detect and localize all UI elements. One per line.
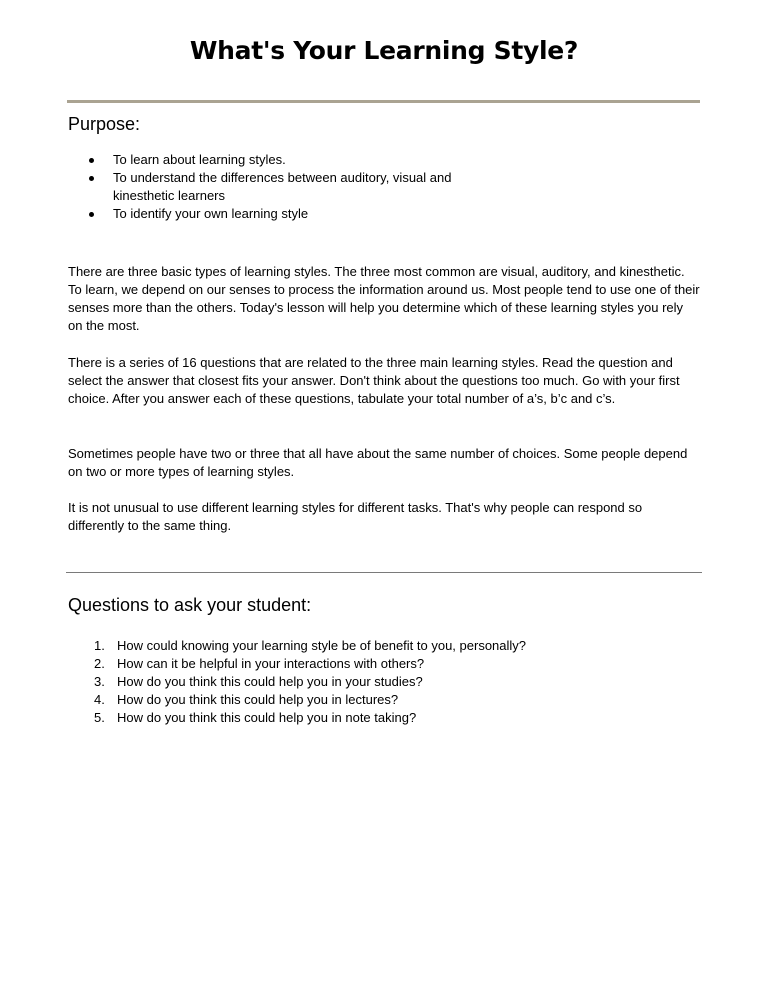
bullet-icon bbox=[89, 212, 94, 217]
list-item-text: To learn about learning styles. bbox=[113, 152, 286, 167]
list-item-number: 2. bbox=[94, 656, 105, 671]
list-item bbox=[0, 709, 768, 727]
page-title: What's Your Learning Style? bbox=[189, 36, 579, 65]
list-item-number: 4. bbox=[94, 692, 105, 707]
list-item-number: 1. bbox=[94, 638, 105, 653]
list-item bbox=[0, 637, 768, 655]
purpose-list bbox=[0, 151, 768, 223]
title-divider bbox=[67, 100, 700, 103]
paragraph: It is not unusual to use different learning styles for different tasks. That's why people can respond so differently to the same thing. bbox=[68, 500, 643, 533]
list-item-text: How can it be helpful in your interactions with others? bbox=[117, 656, 425, 671]
list-item bbox=[0, 655, 768, 673]
list-item bbox=[0, 691, 768, 709]
list-item bbox=[0, 205, 493, 223]
paragraph: There is a series of 16 questions that are related to the three main learning styles. Read the question and select the answer that closest fits your answer. Don't think about the questions too much. Go with your first choice. After you answer each of these questions, tabulate your total number of a’s, b’c and c’s. bbox=[68, 355, 680, 406]
list-item-text: To identify your own learning style bbox=[113, 206, 309, 221]
list-item bbox=[0, 673, 768, 691]
questions-heading: Questions to ask your student: bbox=[68, 595, 312, 615]
paragraph: There are three basic types of learning styles. The three most common are visual, auditory, and kinesthetic. To learn, we depend on our senses to process the information around us. Most people tend to use one of their senses more than the others. Today's lesson will help you determine which of these learning styles you rely on the most. bbox=[68, 264, 700, 333]
list-item-text: To understand the differences between auditory, visual and kinesthetic learners bbox=[113, 170, 452, 203]
questions-list bbox=[0, 637, 768, 727]
list-item-text: How could knowing your learning style be of benefit to you, personally? bbox=[117, 638, 527, 653]
list-item bbox=[0, 169, 493, 205]
purpose-heading: Purpose: bbox=[68, 114, 141, 134]
list-item-number: 3. bbox=[94, 674, 105, 689]
list-item bbox=[0, 151, 493, 169]
bullet-icon bbox=[89, 176, 94, 181]
list-item-text: How do you think this could help you in note taking? bbox=[117, 710, 417, 725]
section-divider bbox=[66, 572, 702, 573]
list-item-text: How do you think this could help you in your studies? bbox=[117, 674, 423, 689]
list-item-text: How do you think this could help you in lectures? bbox=[117, 692, 399, 707]
paragraph: Sometimes people have two or three that all have about the same number of choices. Some people depend on two or more types of learning styles. bbox=[68, 446, 688, 479]
list-item-number: 5. bbox=[94, 710, 105, 725]
bullet-icon bbox=[89, 158, 94, 163]
